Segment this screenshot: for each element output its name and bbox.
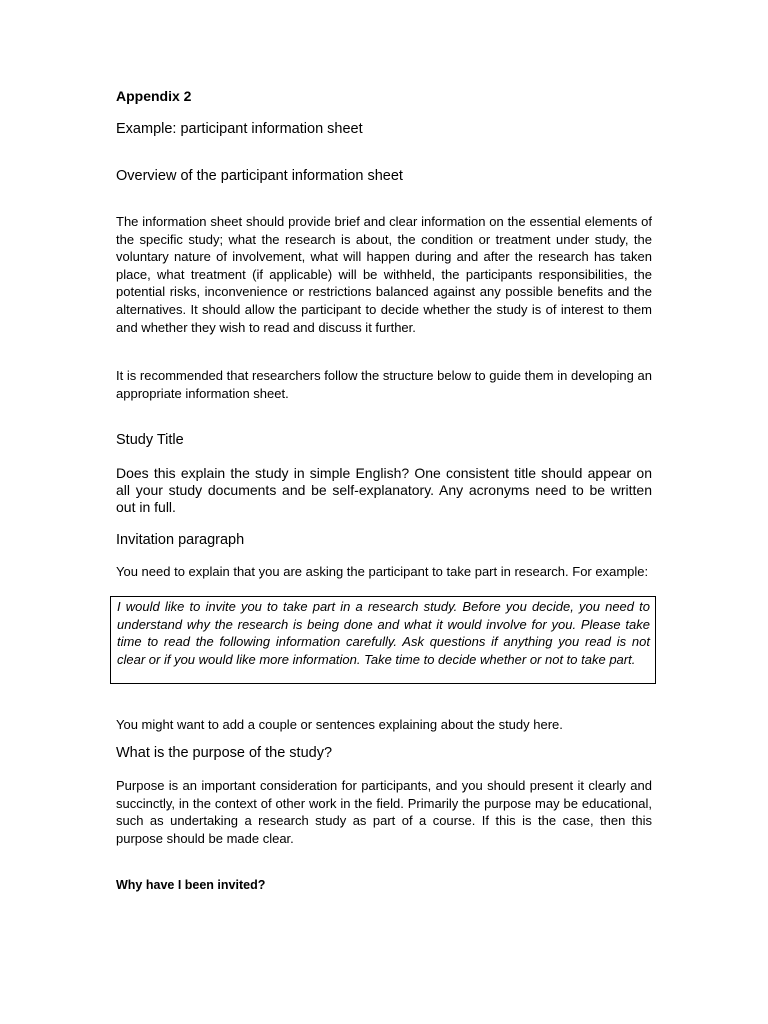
invitation-paragraph: You need to explain that you are asking the participant to take part in research. For example: [116, 564, 649, 579]
invitation-example-text: I would like to invite you to take part in a research study. Before you decide, you need to understand why the research is being done and what it would involve for you. Please take time to read the following information carefully. Ask questions if anything you read is not clear or if you would like more information. Take time to decide whether or not to take part. [117, 599, 650, 667]
study-title-heading: Study Title [116, 432, 184, 448]
appendix-title: Appendix 2 [116, 88, 192, 104]
purpose-heading: What is the purpose of the study? [116, 745, 333, 761]
overview-paragraph-2: It is recommended that researchers follow the structure below to guide them in developing an appropriate information sheet. [116, 368, 652, 401]
overview-paragraph-1: The information sheet should provide brief and clear information on the essential elements of the specific study; what the research is about, the condition or treatment under study, the voluntary nature of involvement, what will happen during and after the research has taken place, what treatment (if applicable) will be withheld, the participants responsibilities, the potential risks, inconvenience or restrictions balanced against any possible benefits and the alternatives. It should allow the participant to decide whether the study is of interest to them and whether they wish to read and discuss it further. [116, 214, 652, 335]
invitation-heading: Invitation paragraph [116, 532, 245, 548]
invited-heading: Why have I been invited? [116, 878, 266, 892]
overview-heading: Overview of the participant information sheet [116, 168, 403, 184]
invitation-example-box [110, 596, 656, 684]
purpose-paragraph: Purpose is an important consideration for participants, and you should present it clearly and succinctly, in the context of other work in the field. Primarily the purpose may be educational, such as undertaking a research study as part of a course. If this is the case, then this purpose should be made clear. [116, 778, 652, 846]
invitation-note: You might want to add a couple or sentences explaining about the study here. [116, 717, 563, 732]
study-title-paragraph: Does this explain the study in simple English? One consistent title should appear on all your study documents and be self-explanatory. Any acronyms need to be written out in full. [116, 465, 652, 515]
example-title: Example: participant information sheet [116, 121, 363, 137]
